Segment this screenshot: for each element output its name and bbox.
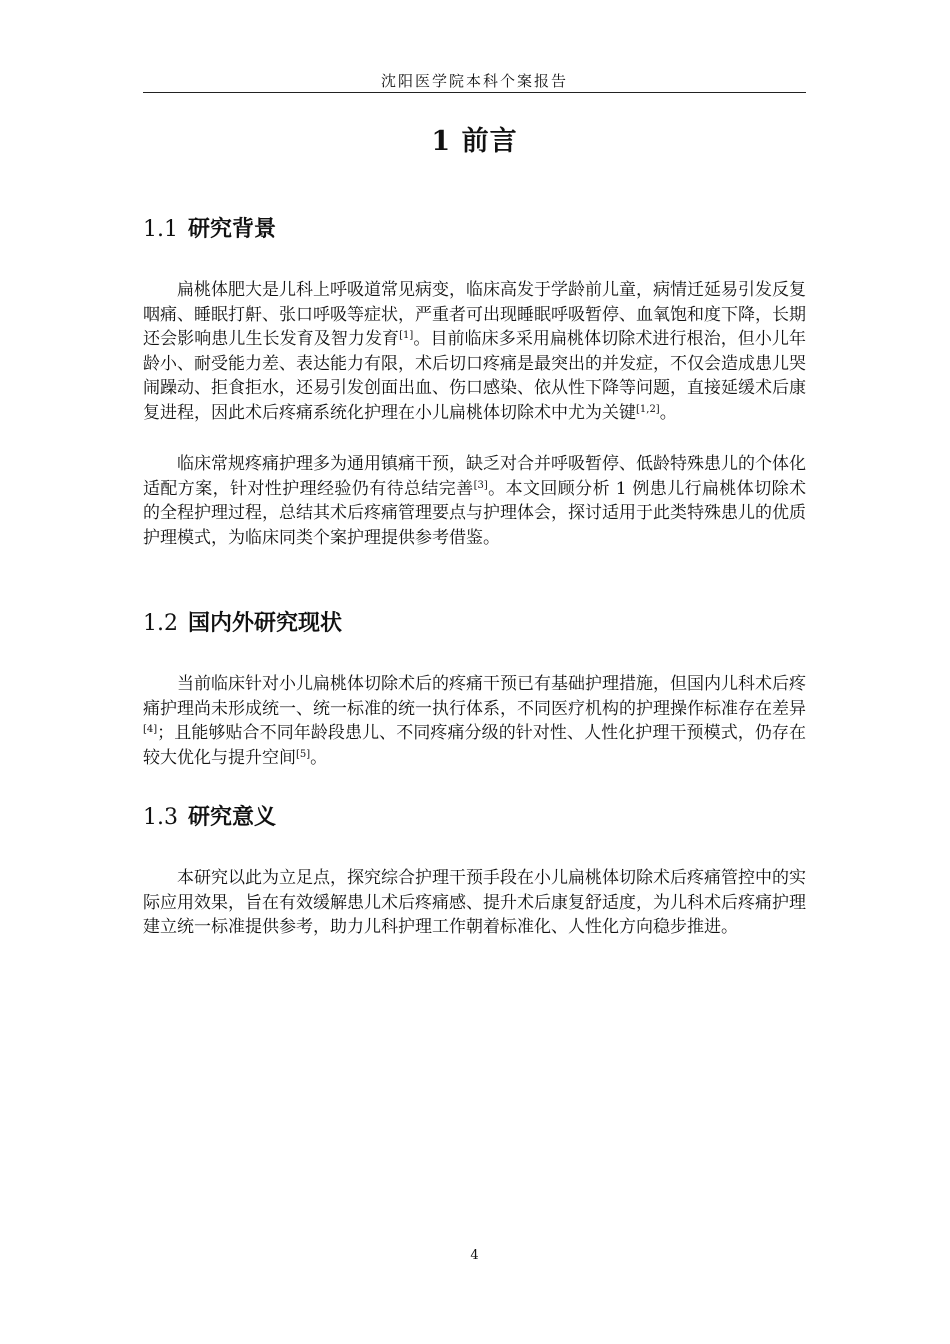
page-number: 4 bbox=[470, 1248, 479, 1263]
citation: [1,2] bbox=[636, 403, 660, 415]
paragraph-text: ；且能够贴合不同年龄段患儿、不同疼痛分级的针对性、人性化护理干预模式，仍存在较大优化与提升空间 bbox=[143, 723, 806, 768]
section-number: 1.1 bbox=[143, 217, 178, 242]
paragraph-text: 。 bbox=[659, 402, 677, 423]
section-title: 国内外研究现状 bbox=[188, 610, 343, 636]
paragraph-text: 。本文回顾分析 1 例患儿行扁桃体切除术的全程护理过程，总结其术后疼痛管理要点与护理体会，探讨适用于此类特殊患儿的优质护理模式，为临床同类个案护理提供参考借鉴。 bbox=[143, 478, 807, 548]
paragraph-background-1 bbox=[143, 278, 806, 426]
section-title: 研究意义 bbox=[188, 804, 277, 830]
paragraph-text: 。目前临床多采用扁桃体切除术进行根治，但小儿年龄小、耐受能力差、表达能力有限，术后切口疼痛是最突出的并发症，不仅会造成患儿哭闹躁动、拒食拒水，还易引发创面出血、伤口感染、依从性下降等问题，直接延缓术后康复进程，因此术后疼痛系统化护理在小儿扁桃体切除术中尤为关键 bbox=[143, 329, 807, 423]
paragraph-research-status bbox=[143, 672, 806, 770]
citation: [4] bbox=[143, 724, 158, 736]
section-number: 1.2 bbox=[143, 611, 178, 636]
paragraph-text: 本研究以此为立足点，探究综合护理干预手段在小儿扁桃体切除术后疼痛管控中的实际应用效果，旨在有效缓解患儿术后疼痛感、提升术后康复舒适度，为儿科术后疼痛护理建立统一标准提供参考，助力儿科护理工作朝着标准化、人性化方向稳步推进。 bbox=[143, 868, 806, 938]
section-heading-background bbox=[143, 214, 276, 245]
header-divider bbox=[143, 92, 806, 93]
chapter-title: 1 前言 bbox=[431, 126, 518, 157]
citation: [3] bbox=[473, 479, 488, 491]
paragraph-text: 当前临床针对小儿扁桃体切除术后的疼痛干预已有基础护理措施，但国内儿科术后疼痛护理尚未形成统一、统一标准的统一执行体系，不同医疗机构的护理操作标准存在差异 bbox=[143, 674, 806, 719]
paragraph-background-2 bbox=[143, 452, 806, 550]
section-heading-research-status bbox=[143, 608, 342, 639]
section-title: 研究背景 bbox=[188, 216, 277, 242]
paragraph-text: 扁桃体肥大是儿科上呼吸道常见病变，临床高发于学龄前儿童，病情迁延易引发反复咽痛、睡眠打鼾、张口呼吸等症状，严重者可出现睡眠呼吸暂停、血氧饱和度下降，长期还会影响患儿生长发育及智力发育 bbox=[143, 280, 806, 350]
section-number: 1.3 bbox=[143, 805, 178, 830]
paragraph-text: 临床常规疼痛护理多为通用镇痛干预，缺乏对合并呼吸暂停、低龄特殊患儿的个体化适配方案，针对性护理经验仍有待总结完善 bbox=[143, 454, 806, 499]
section-heading-significance bbox=[143, 802, 276, 833]
citation: [1] bbox=[399, 330, 414, 342]
citation: [5] bbox=[296, 748, 311, 760]
page-header: 沈阳医学院本科个案报告 bbox=[380, 72, 568, 90]
paragraph-significance bbox=[143, 866, 806, 940]
paragraph-text: 。 bbox=[310, 747, 328, 768]
